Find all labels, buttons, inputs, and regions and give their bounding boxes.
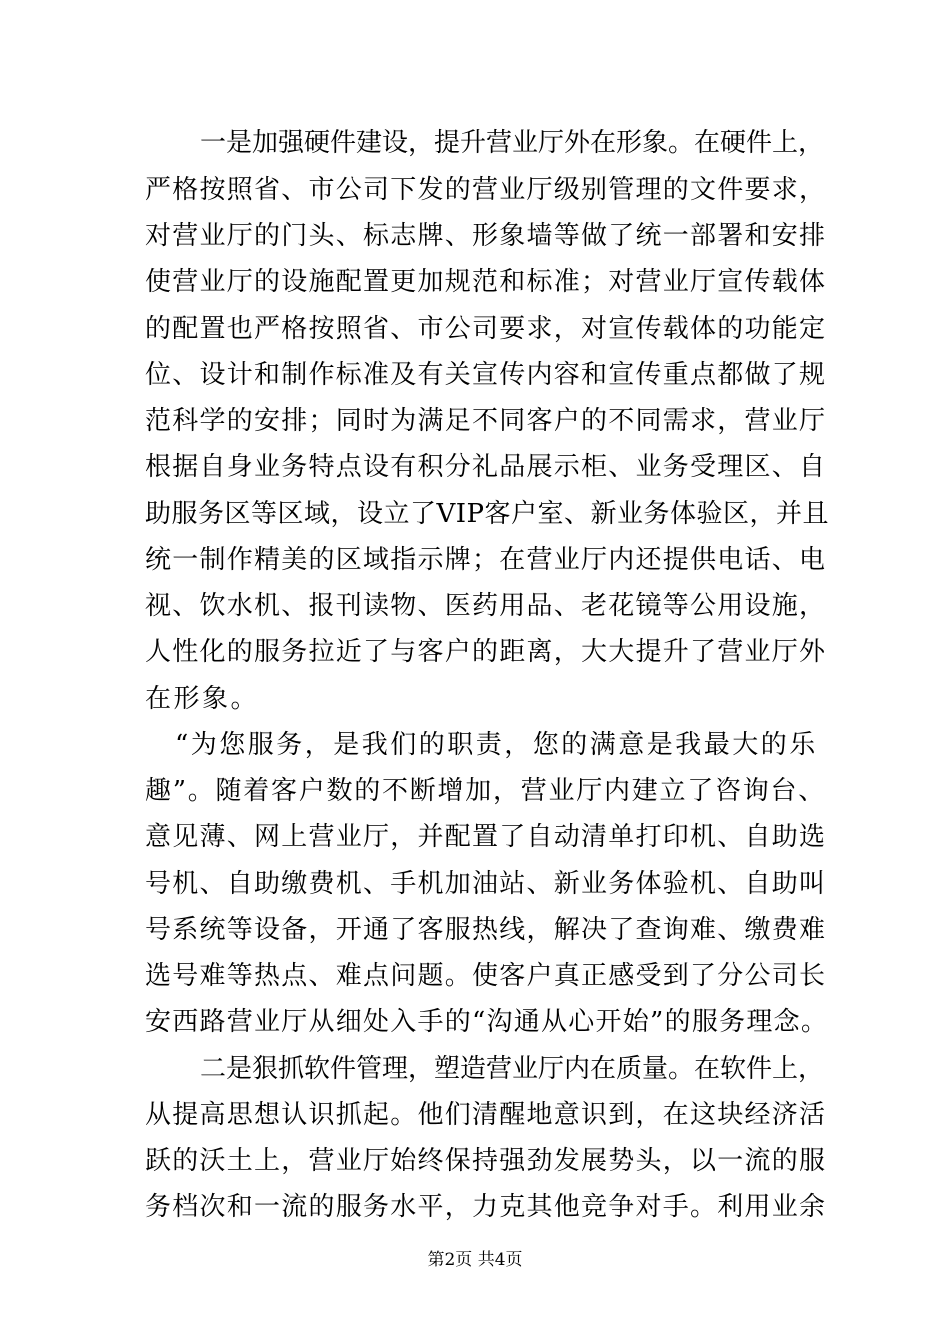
text-line: 严格按照省、市公司下发的营业厅级别管理的文件要求， — [145, 175, 827, 205]
text-line: 对营业厅的门头、标志牌、形象墙等做了统一部署和安排 — [145, 221, 827, 251]
text-line: 从提高思想认识抓起。他们清醒地意识到，在这块经济活 — [145, 1100, 827, 1130]
text-line: 选号难等热点、难点问题。使客户真正感受到了分公司长 — [145, 961, 827, 991]
text-line: 号系统等设备，开通了客服热线，解决了查询难、缴费难 — [145, 915, 827, 945]
text-line: 一是加强硬件建设，提升营业厅外在形象。在硬件上， — [200, 128, 825, 158]
text-line: 根据自身业务特点设有积分礼品展示柜、业务受理区、自 — [145, 452, 827, 482]
text-line: 趣”。随着客户数的不断增加，营业厅内建立了咨询台、 — [145, 776, 827, 806]
text-line: 在形象。 — [145, 684, 260, 714]
text-line: 务档次和一流的服务水平，力克其他竞争对手。利用业余 — [145, 1192, 827, 1222]
page-number: 第2页 共4页 — [427, 1250, 523, 1270]
text-line: 助服务区等区域，设立了VIP客户室、新业务体验区，并且 — [145, 499, 830, 529]
text-line: 范科学的安排；同时为满足不同客户的不同需求，营业厅 — [145, 406, 827, 436]
text-line: 视、饮水机、报刊读物、医药用品、老花镜等公用设施， — [145, 591, 827, 621]
text-line: 统一制作精美的区域指示牌；在营业厅内还提供电话、电 — [145, 545, 827, 575]
text-line: 的配置也严格按照省、市公司要求，对宣传载体的功能定 — [145, 314, 827, 344]
text-line: 跃的沃土上，营业厅始终保持强劲发展势头，以一流的服 — [145, 1146, 827, 1176]
text-line: 安西路营业厅从细处入手的“沟通从心开始”的服务理念。 — [145, 1007, 829, 1037]
text-line: 位、设计和制作标准及有关宣传内容和宣传重点都做了规 — [145, 360, 827, 390]
text-line: 人性化的服务拉近了与客户的距离，大大提升了营业厅外 — [145, 637, 827, 667]
text-line: 号机、自助缴费机、手机加油站、新业务体验机、自助叫 — [145, 869, 827, 899]
text-line: 意见薄、网上营业厅，并配置了自动清单打印机、自助选 — [145, 822, 827, 852]
text-line: “为您服务，是我们的职责，您的满意是我最大的乐 — [175, 730, 818, 760]
text-line: 二是狠抓软件管理，塑造营业厅内在质量。在软件上， — [200, 1054, 825, 1084]
text-line: 使营业厅的设施配置更加规范和标准；对营业厅宣传载体 — [145, 267, 827, 297]
